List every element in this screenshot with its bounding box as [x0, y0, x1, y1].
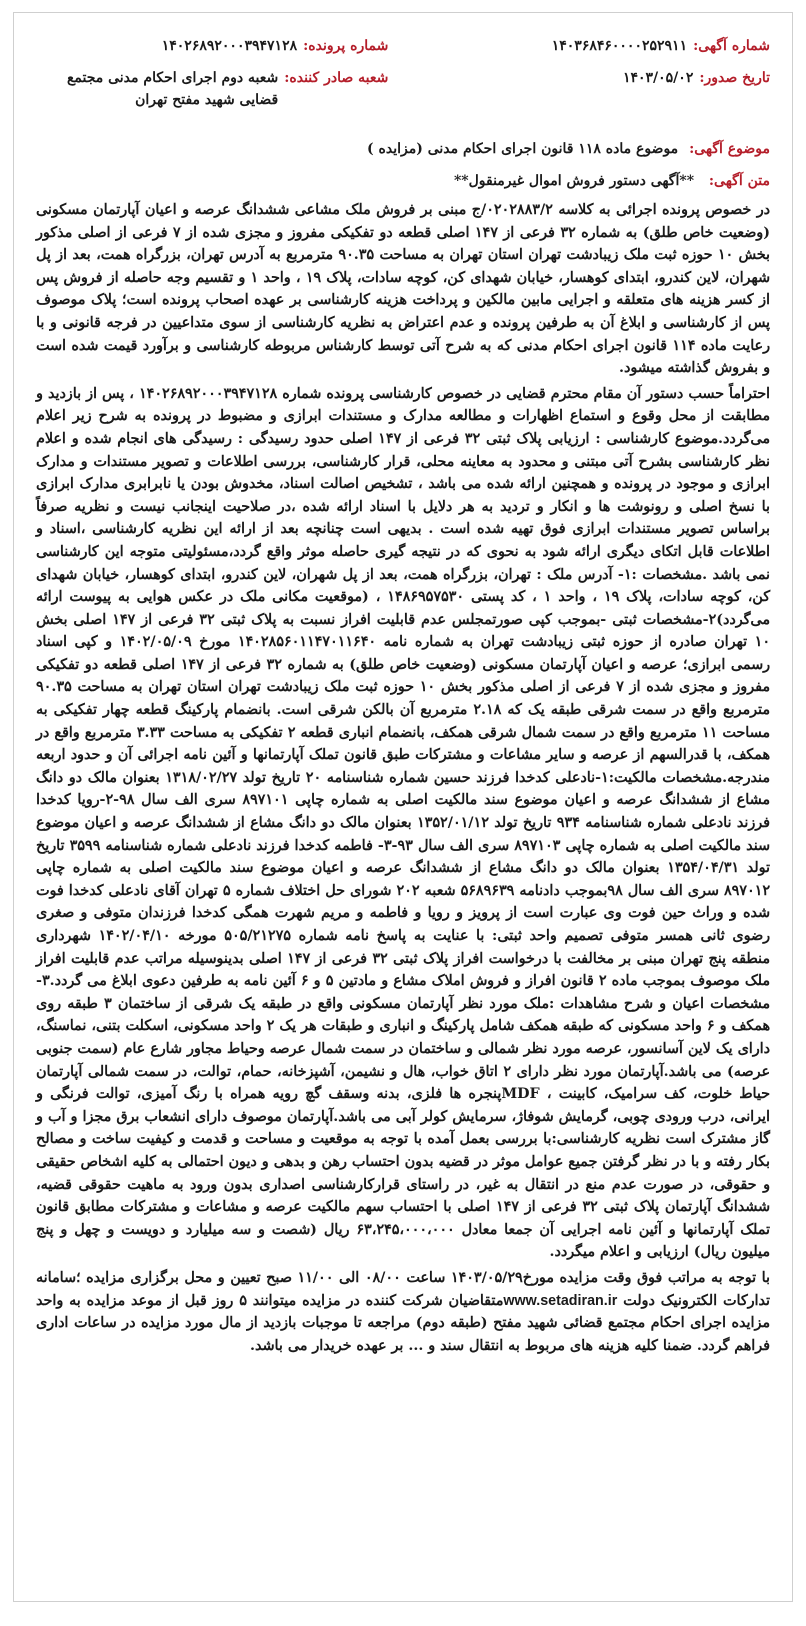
issue-date-value: ۱۴۰۳/۰۵/۰۲ — [622, 70, 694, 86]
subject-row — [36, 141, 770, 157]
subject-label: موضوع آگهی: — [689, 141, 770, 157]
issue-date-cell — [418, 67, 770, 111]
notice-body — [36, 199, 770, 1357]
notice-title: **آگهی دستور فروش اموال غیرمنقول** — [453, 173, 695, 189]
branch-value: شعبه دوم اجرای احکام مدنی مجتمع قضایی شهید مفتح تهران — [66, 70, 279, 108]
header-row-2 — [36, 67, 770, 111]
paragraph-auction-time — [36, 1267, 770, 1357]
notice-page — [13, 12, 793, 1602]
paragraph-expert-report: احتراماً حسب دستور آن مقام محترم قضایی در خصوص کارشناسی پرونده شماره ۱۴۰۲۶۸۹۲۰۰۰۳۹۴۷۱۲۸ ، پس از بازدید و مطابقت از محل وقوع و استماع اظهارات و مطالعه مدارک و مستندات ابرازی و مضبوط در پرونده به شرح زیر اعلام می‌گردد.موضوع کارشناسی : ارزیابی پلاک ثبتی ۳۲ فرعی از ۱۴۷ اصلی حدود رسیدگی : رسیدگی های انجام شده و اعلام نظر کارشناسی بشرح آتی مبتنی و محدود به معاینه محلی، قرار کارشناسی، بررسی اطلاعات و تصویر مستندات و مدارک ابرازی و موجود در پرونده و همچنین ارائه شده می باشد ، تشخیص اصالت اسناد، مخدوش بودن یا نابرابری مدارک ابرازی با نسخ اصلی و رونوشت ها و انکار و تردید به هر دلایل با اسناد ارائه شده ،در صلاحیت اینجانب نیست و نظریه صرفاً براساس تصویر مستندات ابرازی فوق تهیه شده است . بدیهی است چنانچه بعد از ارائه این نظریه کارشناسی ،اسناد و اطلاعات قابل اتکای دیگری ارائه شود به نحوی که در نتیجه گیری حاصله موثر واقع گردد،مسئولیتی متوجه این کارشناسی نمی باشد .مشخصات :۱- آدرس ملک : تهران، بزرگراه همت، بعد از پل شهران، لاین کندرو، ابتدای کوهسار، خیابان شهدای کن، کوچه سادات، پلاک ۱۹ ، واحد ۱ ، کد پستی ۱۴۸۶۹۵۷۵۳۰ ، (موقعیت مکانی ملک در عکس هوایی به پیوست ارائه می‌گردد)۲-مشخصات ثبتی -بموجب کپی صورتمجلس عدم قابلیت افراز نسبت به پلاک ثبتی ۳۲ فرعی از ۱۴۷ اصلی بخش ۱۰ تهران صادره از حوزه ثبتی زیبادشت تهران به شماره نامه ۱۴۰۲۸۵۶۰۱۱۴۷۰۱۱۶۴۰ مورخ ۱۴۰۲/۰۵/۰۹ و کپی اسناد رسمی ابرازی؛ عرصه و اعیان آپارتمان مسکونی (وضعیت خاص طلق) به شماره ۳۲ فرعی از ۱۴۷ اصلی قطعه دو تفکیکی مفروز و مجزی شده از ۷ فرعی از اصلی مذکور بخش ۱۰ حوزه ثبت ملک زیبادشت تهران استان تهران به مساحت ۹۰.۳۵ مترمربع واقع در سمت شرقی طبقه یک که ۲.۱۸ مترمربع آن بالکن شرقی است. بانضمام پارکینگ قطعه چهار تفکیکی به مساحت ۱۱ مترمربع واقع در سمت شمال شرقی همکف، بانضمام انباری قطعه ۲ تفکیکی به مساحت ۳.۳۳ مترمربع واقع در همکف، با قدرالسهم از عرصه و سایر مشاعات و مشترکات طبق قانون تملک آپارتمانها و آئین نامه اجرائی آن و حدود اربعه مندرجه.مشخصات مالکیت:۱-نادعلی کدخدا فرزند حسین شماره شناسنامه ۲۰ تاریخ تولد ۱۳۱۸/۰۲/۲۷ بعنوان مالک دو دانگ مشاع از ششدانگ عرصه و اعیان موضوع سند مالکیت اصلی به شماره چاپی ۸۹۷۱۰۱ سری الف سال ۹۸-۲-رویا کدخدا فرزند نادعلی شماره شناسنامه ۹۳۴ تاریخ تولد ۱۳۵۲/۰۱/۱۲ بعنوان مالک دو دانگ مشاع از ششدانگ عرصه و اعیان موضوع سند مالکیت اصلی به شماره چاپی ۸۹۷۱۰۳ سری الف سال ۹۳-۳- فاطمه کدخدا فرزند نادعلی شماره شناسنامه ۳۵۹۹ تاریخ تولد ۱۳۵۴/۰۴/۳۱ بعنوان مالک دو دانگ مشاع از ششدانگ عرصه و اعیان موضوع سند مالکیت اصلی به شماره چاپی ۸۹۷۰۱۲ سری الف سال ۹۸بموجب دادنامه ۵۶۸۹۶۳۹ شعبه ۲۰۲ شورای حل اختلاف شماره ۵ تهران آقای نادعلی کدخدا فوت شده و وراث حین فوت وی عبارت است از پرویز و رویا و فاطمه و مریم شهرت همگی کدخدا فرزندان متوفی و صغری رضوی ثانی همسر متوفی تصمیم واحد ثبتی: با عنایت به پاسخ نامه شماره ۵۰۵/۲۱۲۷۵ مورخه ۱۴۰۲/۰۴/۱۰ شهرداری منطقه پنج تهران مبنی بر مخالفت با درخواست افراز پلاک ثبتی ۳۲ فرعی از ۱۴۷ اصلی بدینوسیله مراتب عدم قابلیت افراز ملک موصوف بموجب ماده ۲ قانون افراز و فروش املاک مشاع و مادتین ۵ و ۶ آئین نامه به طرفین دعوی ابلاغ می گردد.۳-مشخصات اعیان و شرح مشاهدات :ملک مورد نظر آپارتمان مسکونی واقع در طبقه یک شرقی از ساختمان ۳ طبقه روی همکف و ۶ واحد مسکونی که طبقه همکف شامل پارکینگ و انباری و طبقات هر یک ۲ واحد مسکونی، اسکلت بتنی، نماسنگ، دارای یک لاین آسانسور، عرصه مورد نظر شمالی و ساختمان در سمت شمال عرصه وحیاط مجاور شارع عام (سمت جنوبی عرصه) می باشد.آپارتمان مورد نظر دارای ۲ اتاق خواب، هال و نشیمن، آشپزخانه، حمام، توالت، در سمت شمالی آپارتمان حیاط خلوت، کف سرامیک، کابینت ، MDFپنجره ها فلزی، بدنه وسقف گچ رویه همراه با رنگ آمیزی، توالت فرنگی و ایرانی، درب ورودی چوبی، گرمایش شوفاژ، سرمایش کولر آبی می باشد.آپارتمان موصوف دارای انشعاب برق مجزا و آب و گاز مشترک است نظریه کارشناسی:با بررسی بعمل آمده با توجه به موقعیت و مساحت و قدمت و کیفیت ساخت و مصالح بکار رفته و با در نظر گرفتن جمیع عوامل موثر در قضیه بدون احتساب رهن و بدهی و دیون احتمالی به کلیه اشخاص حقیقی و حقوقی، در صورت عدم منع در انتقال به غیر، در راستای قرارکارشناسی اصداری بدون ورود به ماهیت حقوقی قضیه، ششدانگ آپارتمان پلاک ثبتی ۳۲ فرعی از ۱۴۷ اصلی با احتساب سهم مالکیت عرصه و مشاعات و مشترکات مطابق قانون تملک آپارتمانها و آئین نامه اجرایی آن جمعا معادل ۶۳،۲۴۵،۰۰۰،۰۰۰ ریال (شصت و سه میلیارد و دویست و چهل و پنج میلیون ریال) ارزیابی و اعلام میگردد. — [36, 385, 771, 1261]
case-number-value: ۱۴۰۲۶۸۹۲۰۰۰۳۹۴۷۱۲۸ — [161, 38, 298, 54]
notice-text-label: متن آگهی: — [708, 173, 770, 189]
branch-label: شعبه صادر کننده: — [284, 70, 389, 86]
notice-title-row — [36, 173, 770, 189]
setadiran-link[interactable]: www.setadiran.ir — [503, 1292, 618, 1309]
issue-date-label: تاریخ صدور: — [699, 70, 770, 86]
auction-text-start: با توجه به مراتب فوق وقت مزایده مورخ۱۴۰۳/۰۵/۲۹ ساعت ۰۸/۰۰ الی ۱۱/۰۰ صبح تعیین و محل برگزاری مزایده ؛سامانه تدارکات الکترونیک دولت — [36, 1269, 770, 1309]
auction-text-end: متقاضیان شرکت کننده در مزایده میتوانند ۵ روز قبل از موعد مزایده به واحد مزایده اجرای احکام مجتمع قضائی شهید مفتح (طبقه دوم) مراجعه تا موجبات بازدید از مال مورد مزایده در ساعات اداری فراهم گردد. ضمنا کلیه هزینه های مربوط به انتقال سند و ... بر عهده خریدار می باشد. — [36, 1292, 770, 1354]
ad-number-value: ۱۴۰۳۶۸۴۶۰۰۰۰۲۵۲۹۱۱ — [551, 38, 688, 54]
case-number-cell — [36, 35, 388, 57]
ad-number-cell — [418, 35, 770, 57]
header-row-1 — [36, 35, 770, 57]
branch-cell — [36, 67, 388, 111]
subject-value: موضوع ماده ۱۱۸ قانون اجرای احکام مدنی (مزایده ) — [367, 141, 679, 157]
ad-number-label: شماره آگهی: — [693, 38, 770, 54]
case-number-label: شماره پرونده: — [303, 38, 389, 54]
paragraph-case-intro: در خصوص پرونده اجرائی به کلاسه ۰۲۰۲۸۸۳/۲/ج مبنی بر فروش ملک مشاعی ششدانگ عرصه و اعیان آپارتمان مسکونی (وضعیت خاص طلق) به شماره ۳۲ فرعی از ۱۴۷ اصلی قطعه دو تفکیکی مفروز و مجزی شده از ۷ فرعی از اصلی مذکور بخش ۱۰ حوزه ثبت ملک زیبادشت تهران استان تهران به مساحت ۹۰.۳۵ مترمربع به آدرس تهران، بزرگراه همت، بعد از پل شهران، لاین کندرو، ابتدای کوهسار، خیابان شهدای کن، کوچه سادات، پلاک ۱۹ ، واحد ۱ و تقسیم وجه حاصله از فروش پس از کسر هزینه های متعلقه و اجرایی مابین مالکین و پرداخت هزینه کارشناسی بر عهده اصحاب پرونده است؛ پلاک موصوف پس از کارشناسی و ابلاغ آن به طرفین پرونده و عدم اعتراض به نظریه کارشناسی از سوی متداعیین در فرجه قانونی و با رعایت ماده ۱۱۴ قانون اجرای احکام مدنی که به شرح آتی توسط کارشناس مربوطه کارشناسی و برآورد قیمت شده است و بفروش گذاشته میشود. — [36, 202, 771, 377]
